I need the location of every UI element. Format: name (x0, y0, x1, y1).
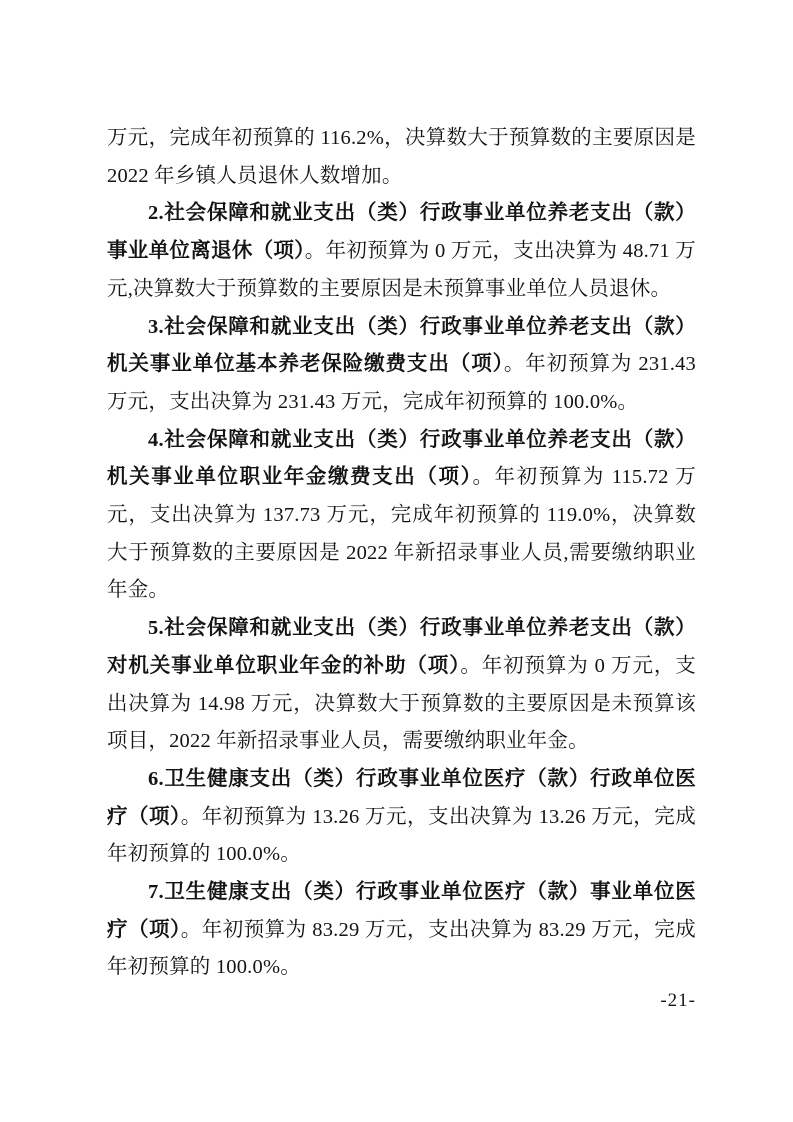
paragraph-item-6-heading: 6.卫生健康支出（类）行政事业单位医疗（款）行政单位医疗（项） (107, 767, 696, 828)
document-body (107, 120, 696, 987)
paragraph-item-4-text: 。年初预算为 115.72 万元，支出决算为 137.73 万元，完成年初预算的 119.0%，决算数大于预算数的主要原因是 2022 年新招录事业人员,需要缴纳职业年金。 (107, 466, 696, 602)
page-number: -21- (660, 990, 696, 1011)
paragraph-item-2-heading: 2.社会保障和就业支出（类）行政事业单位养老支出（款）事业单位离退休（项） (107, 202, 696, 263)
paragraph-item-5 (107, 610, 696, 761)
paragraph-continuation (107, 120, 696, 195)
paragraph-item-3-heading: 3.社会保障和就业支出（类）行政事业单位养老支出（款）机关事业单位基本养老保险缴费支出（项） (107, 315, 696, 376)
paragraph-item-2-text: 。年初预算为 0 万元，支出决算为 48.71 万元,决算数大于预算数的主要原因是未预算事业单位人员退休。 (107, 240, 697, 300)
paragraph-item-7-text: 。年初预算为 83.29 万元，支出决算为 83.29 万元，完成年初预算的 100.0%。 (107, 918, 696, 979)
paragraph-item-6-text: 。年初预算为 13.26 万元，支出决算为 13.26 万元，完成年初预算的 100.0%。 (107, 805, 696, 866)
paragraph-item-4-heading: 4.社会保障和就业支出（类）行政事业单位养老支出（款）机关事业单位职业年金缴费支出（项） (107, 428, 696, 489)
paragraph-continuation-text: 万元，完成年初预算的 116.2%，决算数大于预算数的主要原因是 2022 年乡镇人员退休人数增加。 (107, 127, 696, 187)
paragraph-item-7 (107, 874, 696, 987)
paragraph-item-5-text: 。年初预算为 0 万元，支出决算为 14.98 万元，决算数大于预算数的主要原因是未预算该项目，2022 年新招录事业人员，需要缴纳职业年金。 (107, 654, 696, 753)
paragraph-item-5-heading: 5.社会保障和就业支出（类）行政事业单位养老支出（款）对机关事业单位职业年金的补助（项） (107, 617, 696, 677)
paragraph-item-3-text: 。年初预算为 231.43 万元，支出决算为 231.43 万元，完成年初预算的 100.0%。 (107, 353, 696, 413)
page-footer (107, 990, 696, 1012)
paragraph-item-6 (107, 761, 696, 874)
paragraph-item-7-heading: 7.卫生健康支出（类）行政事业单位医疗（款）事业单位医疗（项） (107, 881, 696, 941)
paragraph-item-4 (107, 422, 696, 611)
paragraph-item-2 (107, 195, 696, 308)
paragraph-item-3 (107, 309, 696, 422)
